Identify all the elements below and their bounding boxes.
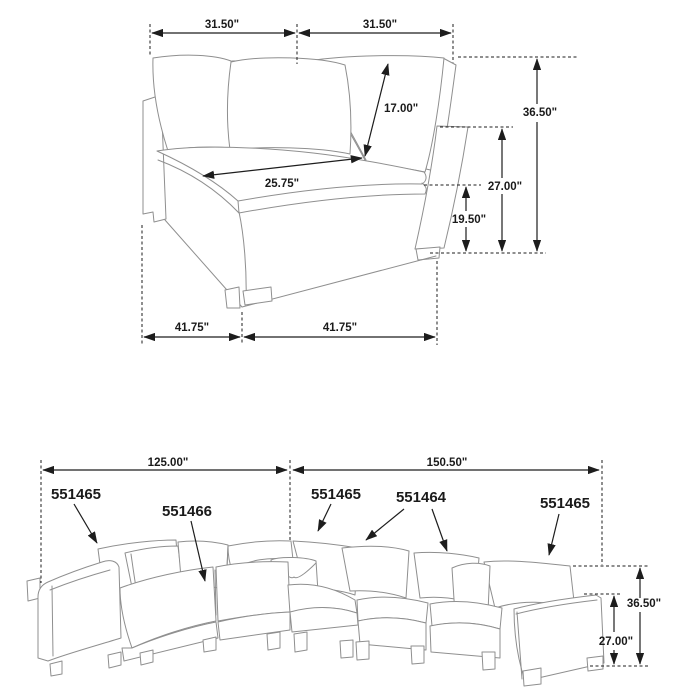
dim-sectional-right-length: 150.50" — [426, 457, 468, 469]
dim-back-cushion-diagonal: 17.00" — [384, 103, 419, 115]
part-label-left-arm: 551465 — [50, 486, 102, 503]
dim-sectional-overall-height: 36.50" — [626, 598, 662, 610]
dim-seat-depth: 25.75" — [264, 178, 300, 190]
dim-base-width-left: 41.75" — [174, 322, 210, 334]
dim-base-width-right: 41.75" — [322, 322, 358, 334]
corner-chair-drawing — [143, 55, 468, 308]
part-label-armless-middle: 551464 — [395, 489, 447, 506]
part-label-corner: 551465 — [310, 486, 362, 503]
part-label-armless-left: 551466 — [161, 503, 213, 520]
part-label-right-arm: 551465 — [539, 495, 591, 512]
dim-sectional-arm-height: 27.00" — [598, 636, 634, 648]
dim-arm-height: 19.50" — [451, 214, 487, 226]
dim-sectional-left-length: 125.00" — [147, 457, 189, 469]
dim-top-width-left: 31.50" — [204, 19, 240, 31]
dim-overall-height: 36.50" — [522, 107, 558, 119]
sectional-drawing — [27, 540, 604, 686]
dim-top-width-right: 31.50" — [362, 19, 398, 31]
dim-back-height: 27.00" — [487, 181, 523, 193]
